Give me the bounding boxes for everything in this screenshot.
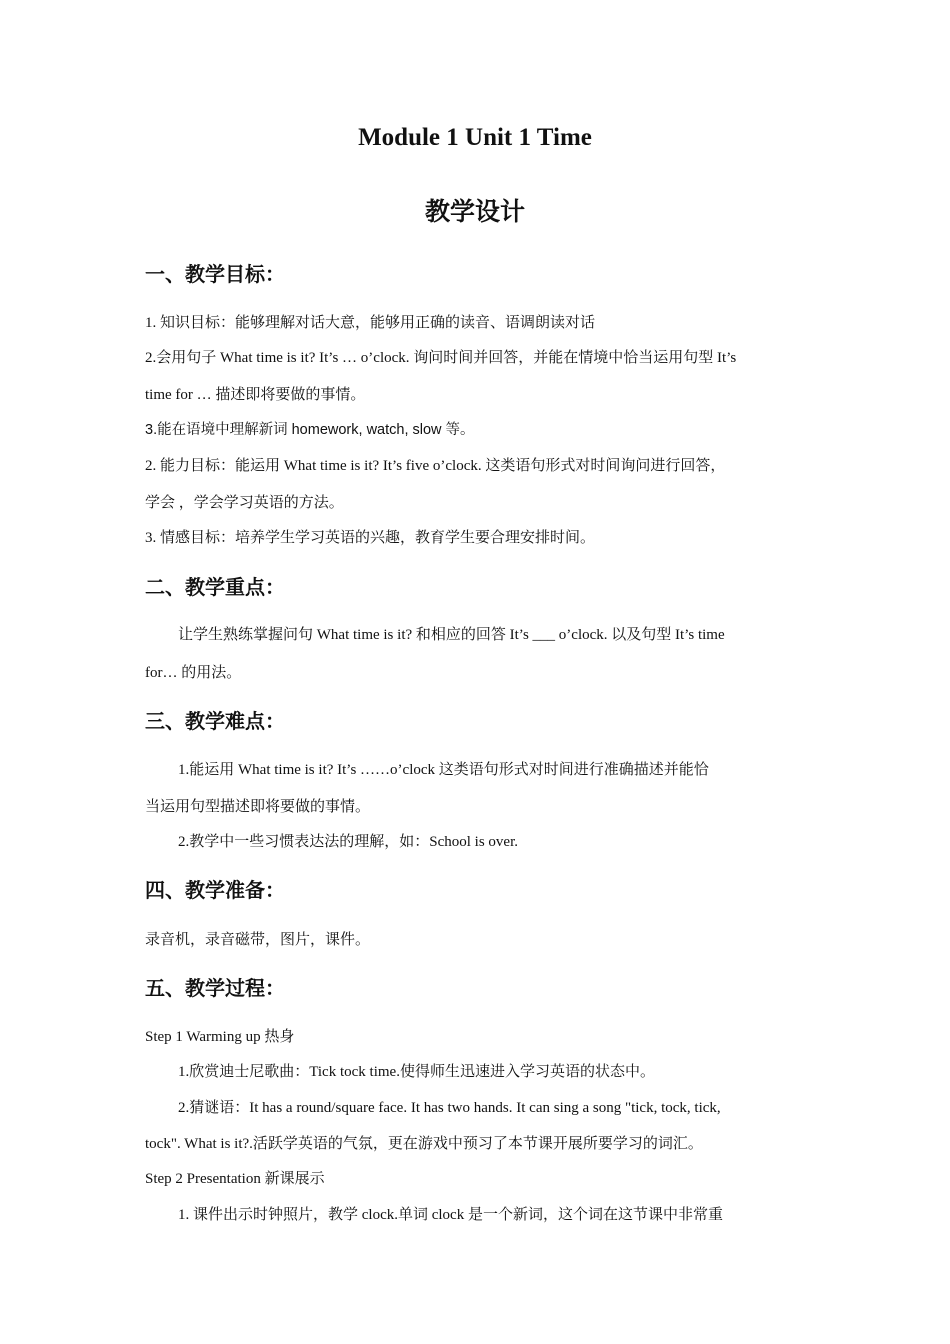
paragraph-line: Step 1 Warming up 热身: [145, 1029, 295, 1045]
paragraph-line: 让学生熟练掌握问句 What time is it? 和相应的回答 It’s ___ o’clock. 以及句型 It’s time: [178, 627, 725, 643]
paragraph-line: 2. 能力目标：能运用 What time is it? It’s five o’clock. 这类语句形式对时间询问进行回答，: [145, 458, 726, 474]
document-title: Module 1 Unit 1 Time: [358, 124, 592, 151]
paragraph-line: time for … 描述即将要做的事情。: [145, 387, 366, 403]
paragraph-line: 2.教学中一些习惯表达法的理解，如：School is over.: [178, 834, 518, 850]
section-heading-preparation: 四、教学准备：: [145, 878, 285, 902]
section-heading-key-points: 二、教学重点：: [145, 575, 285, 599]
paragraph-line: 录音机，录音磁带，图片，课件。: [145, 932, 371, 948]
paragraph-line: Step 2 Presentation 新课展示: [145, 1171, 325, 1187]
paragraph-line: for… 的用法。: [145, 665, 242, 681]
section-heading-objectives: 一、教学目标：: [145, 262, 285, 286]
paragraph-line: 学会 ，学会学习英语的方法。: [145, 495, 344, 511]
paragraph-line: 2.会用句子 What time is it? It’s … o’clock. 询问时间并回答，并能在情境中恰当运用句型 It’s: [145, 350, 737, 366]
paragraph-line: 2.猜谜语：It has a round/square face. It has two hands. It can sing a song "tick, tock, tick,: [178, 1100, 721, 1116]
paragraph-line: 1.欣赏迪士尼歌曲：Tick tock time.使得师生迅速进入学习英语的状态中。: [178, 1064, 655, 1080]
document-subtitle: 教学设计: [424, 197, 525, 226]
section-heading-difficulties: 三、教学难点：: [145, 709, 285, 733]
section-heading-process: 五、教学过程：: [145, 976, 285, 1000]
paragraph-line: 3.能在语境中理解新词 homework, watch, slow 等。: [145, 422, 475, 438]
paragraph-line: 1.能运用 What time is it? It’s ……o’clock 这类语句形式对时间进行准确描述并能恰: [178, 762, 709, 778]
paragraph-line: 当运用句型描述即将要做的事情。: [145, 799, 371, 815]
paragraph-line: 1. 知识目标：能够理解对话大意，能够用正确的读音、语调朗读对话: [145, 315, 596, 331]
paragraph-line: 1. 课件出示时钟照片，教学 clock.单词 clock 是一个新词，这个词在这节课中非常重: [178, 1207, 723, 1223]
paragraph-line: 3. 情感目标：培养学生学习英语的兴趣，教育学生要合理安排时间。: [145, 530, 596, 546]
paragraph-line: tock". What is it?.活跃学英语的气氛，更在游戏中预习了本节课开展所要学习的词汇。: [145, 1136, 703, 1152]
